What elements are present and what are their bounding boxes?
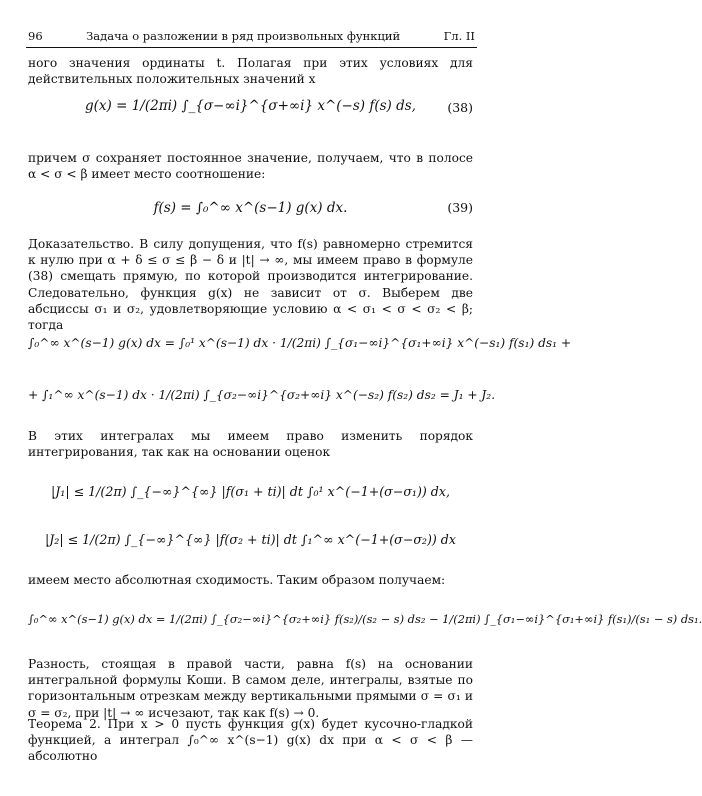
equation-39-body: f(s) = ∫₀^∞ x^(s−1) g(x) dx. — [153, 200, 348, 216]
equation-39-number: (39) — [447, 200, 473, 215]
running-header — [28, 28, 475, 44]
chapter-label: Гл. II — [443, 29, 475, 43]
paragraph-theorem-2: Теорема 2. При x > 0 пусть функция g(x) будет кусочно-гладкой функцией, а интеграл ∫₀^∞ x^(s−1) g(x) dx при α < σ < β — абсолютно — [28, 717, 473, 764]
equation-split-line2: + ∫₁^∞ x^(s−1) dx · 1/(2πi) ∫_{σ₂−∞i}^{σ₂+∞i} x^(−s₂) f(s₂) ds₂ = J₁ + J₂. — [28, 388, 496, 402]
paragraph-intro: ного значения ординаты t. Полагая при этих условиях для действительных положительных значений x — [28, 56, 473, 87]
paragraph-strip: причем σ сохраняет постоянное значение, получаем, что в полосе α < σ < β имеет место соотношение: — [28, 151, 473, 182]
paragraph-cauchy: Разность, стоящая в правой части, равна f(s) на основании интегральной формулы Коши. В самом деле, интегралы, взятые по горизонтальным отрезкам между вертикальными прямыми σ = σ₁ и σ = σ₂, при |t| → ∞ исчезают, так как f(s) → 0. — [28, 657, 473, 720]
equation-result: ∫₀^∞ x^(s−1) g(x) dx = 1/(2πi) ∫_{σ₂−∞i}^{σ₂+∞i} f(s₂)/(s₂ − s) ds₂ − 1/(2πi) ∫_{σ₁−∞i}^{σ₁+∞i} f(s₁)/(s₁ − s) ds₁. — [28, 612, 702, 626]
equation-38-number: (38) — [447, 100, 473, 115]
equation-split-line1: ∫₀^∞ x^(s−1) g(x) dx = ∫₀¹ x^(s−1) dx · 1/(2πi) ∫_{σ₁−∞i}^{σ₁+∞i} x^(−s₁) f(s₁) ds₁ + — [28, 336, 572, 350]
paragraph-convergence: имеем место абсолютная сходимость. Таким образом получаем: — [28, 573, 446, 587]
header-rule — [26, 47, 477, 48]
page-number: 96 — [28, 29, 43, 43]
paragraph-proof: Доказательство. В силу допущения, что f(s) равномерно стремится к нулю при α + δ ≤ σ ≤ β − δ и |t| → ∞, мы имеем право в формуле (38) смещать прямую, по которой производится интегрирование. Следовательно, функция g(x) не зависит от σ. Выберем две абсциссы σ₁ и σ₂, удовлетворяющие условию α < σ₁ < σ < σ₂ < β; тогда — [28, 237, 473, 333]
equation-38 — [28, 98, 473, 114]
estimate-j1: |J₁| ≤ 1/(2π) ∫_{−∞}^{∞} |f(σ₁ + ti)| dt ∫₀¹ x^(−1+(σ−σ₁)) dx, — [51, 484, 450, 499]
estimate-j2: |J₂| ≤ 1/(2π) ∫_{−∞}^{∞} |f(σ₂ + ti)| dt ∫₁^∞ x^(−1+(σ−σ₂)) dx — [45, 532, 456, 547]
paragraph-order: В этих интегралах мы имеем право изменить порядок интегрирования, так как на основании оценок — [28, 429, 473, 460]
equation-38-body: g(x) = 1/(2πi) ∫_{σ−∞i}^{σ+∞i} x^(−s) f(s) ds, — [85, 98, 416, 114]
running-title: Задача о разложении в ряд произвольных функций — [86, 29, 401, 43]
equation-39 — [28, 200, 473, 216]
